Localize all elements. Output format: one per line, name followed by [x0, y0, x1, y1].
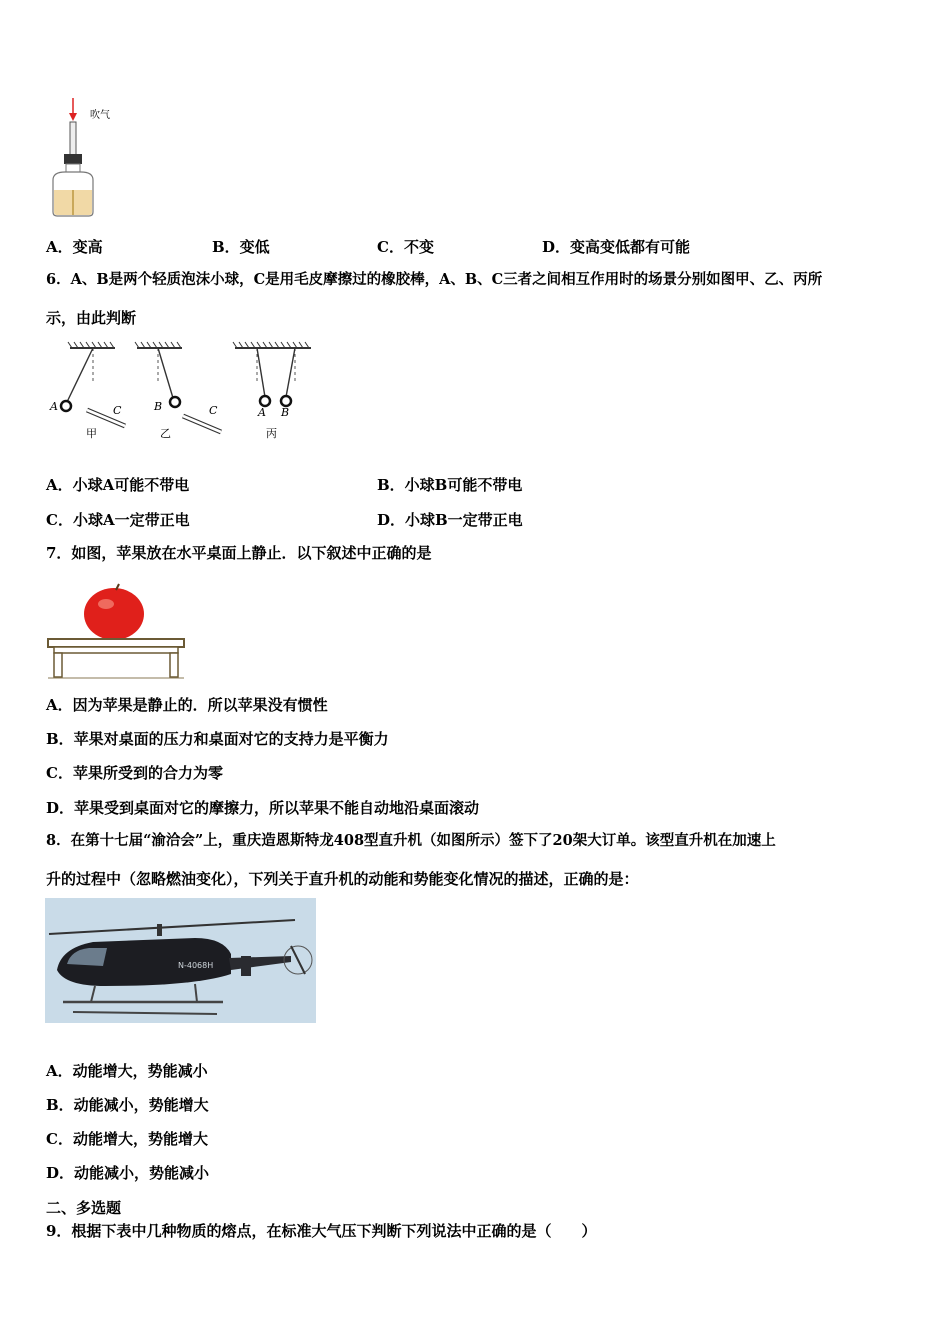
fig-label-b2: B [281, 406, 290, 419]
q8-option-d[interactable]: D．动能减小，势能减小 [46, 1164, 210, 1182]
q6-option-b[interactable]: B．小球B可能不带电 [377, 476, 523, 494]
q8-option-a[interactable]: A．动能增大，势能减小 [46, 1062, 208, 1080]
q8-option-c[interactable]: C．动能增大，势能增大 [46, 1130, 208, 1148]
q8-option-b[interactable]: B．动能减小，势能增大 [46, 1096, 209, 1114]
q9-stem: 9．根据下表中几种物质的熔点，在标准大气压下判断下列说法中正确的是（ ） [46, 1222, 597, 1240]
fig-caption-yi: 乙 [160, 427, 171, 440]
q7-option-a[interactable]: A．因为苹果是静止的．所以苹果没有惯性 [46, 696, 328, 714]
fig-label-b1: B [154, 400, 163, 413]
fig-label-c2: C [209, 404, 218, 417]
q5-option-d[interactable]: D．变高变低都有可能 [542, 238, 691, 256]
bottle-figure [45, 98, 125, 223]
q7-option-b[interactable]: B．苹果对桌面的压力和桌面对它的支持力是平衡力 [46, 730, 389, 748]
q5-option-b[interactable]: B．变低 [212, 238, 270, 256]
q8-stem-line1: 8．在第十七届“渝洽会”上，重庆造恩斯特龙408型直升机（如图所示）签下了20架大订单。该型直升机在加速上 [46, 832, 776, 849]
q7-option-c[interactable]: C．苹果所受到的合力为零 [46, 764, 223, 782]
fig-label-a1: A [50, 400, 58, 413]
q6-stem-line1: 6．A、B是两个轻质泡沫小球，C是用毛皮摩擦过的橡胶棒，A、B、C三者之间相互作用时的场景分别如图甲、乙、丙所 [46, 271, 823, 288]
fig-label-a2: A [258, 406, 266, 419]
section-heading-multiple-choice: 二、多选题 [46, 1199, 122, 1217]
q6-option-a[interactable]: A．小球A可能不带电 [46, 476, 190, 494]
blow-air-label: 吹气 [90, 110, 110, 121]
q6-stem-line2: 示，由此判断 [46, 309, 137, 327]
helicopter-tail-number: N-4068H [178, 961, 214, 970]
fig-caption-bing: 丙 [266, 427, 277, 440]
q5-option-a[interactable]: A．变高 [46, 238, 103, 256]
q6-option-c[interactable]: C．小球A一定带正电 [46, 511, 190, 529]
q7-option-d[interactable]: D．苹果受到桌面对它的摩擦力，所以苹果不能自动地沿桌面滚动 [46, 799, 480, 817]
q7-stem: 7．如图，苹果放在水平桌面上静止．以下叙述中正确的是 [46, 544, 432, 562]
q6-option-d[interactable]: D．小球B一定带正电 [377, 511, 523, 529]
q5-option-c[interactable]: C．不变 [377, 238, 434, 256]
fig-caption-jia: 甲 [86, 427, 97, 440]
fig-label-c1: C [113, 404, 122, 417]
apple-on-table-figure [46, 584, 188, 680]
q8-stem-line2: 升的过程中（忽略燃油变化），下列关于直升机的动能和势能变化情况的描述，正确的是： [46, 870, 639, 888]
